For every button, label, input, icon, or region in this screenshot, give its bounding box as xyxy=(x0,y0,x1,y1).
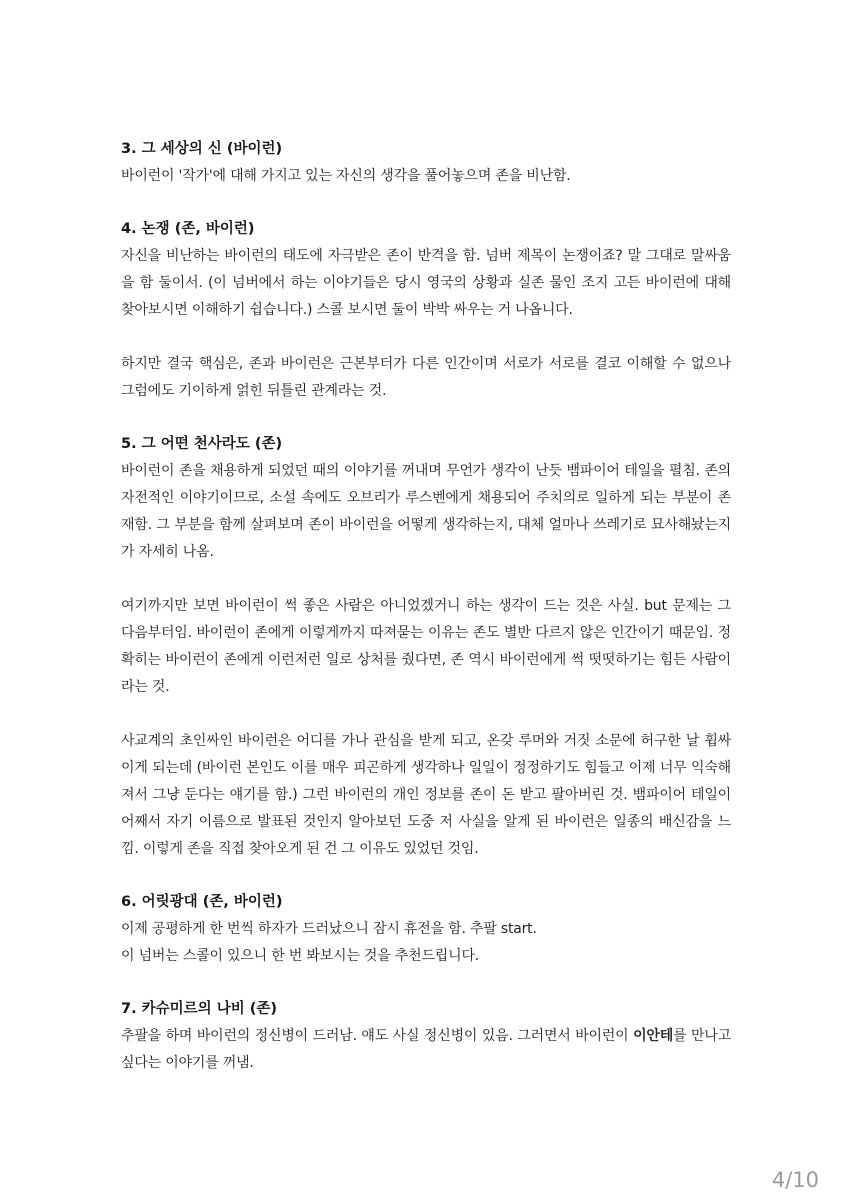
text-run: 를 만나고 싶다는 이야기를 꺼냄. xyxy=(121,1028,731,1071)
section-7 xyxy=(121,996,731,1077)
paragraph: 사교계의 초인싸인 바이런은 어디를 가나 관심을 받게 되고, 온갖 루머와 거짓 소문에 허구한 날 휩싸이게 되는데 (바이런 본인도 이를 매우 피곤하게 생각하나 일일이 정정하기도 힘들고 이제 너무 익숙해져서 그냥 둔다는 얘기를 함.) 그런 바이런의 개인 정보를 존이 돈 받고 팔아버린 것. 뱀파이어 테일이 어째서 자기 이름으로 발표된 것인지 알아보던 도중 저 사실을 알게 된 바이런은 일종의 배신감을 느낌. 이렇게 존을 직접 찾아오게 된 건 그 이유도 있었던 것임. xyxy=(121,733,731,857)
section-6 xyxy=(121,889,731,970)
text-line: 이 넘버는 스콜이 있으니 한 번 봐보시는 것을 추천드립니다. xyxy=(121,948,480,964)
section-heading: 7. 카슈미르의 나비 (존) xyxy=(121,1001,278,1017)
paragraph: 자신을 비난하는 바이런의 태도에 자극받은 존이 반격을 함. 넘버 제목이 논쟁이죠? 말 그대로 말싸움을 함 둘이서. (이 넘버에서 하는 이야기들은 당시 영국의 상황과 실존 물인 조지 고든 바이런에 대해 찾아보시면 이해하기 쉽습니다.) 스콜 보시면 둘이 박박 싸우는 거 나옵니다. xyxy=(121,248,731,318)
section-heading: 4. 논쟁 (존, 바이런) xyxy=(121,221,255,237)
paragraph xyxy=(121,1023,731,1077)
page-number: 4/10 xyxy=(771,1168,819,1192)
text-line: 이제 공평하게 한 번씩 하자가 드러났으니 잠시 휴전을 함. 추팔 start. xyxy=(121,921,537,937)
section-5 xyxy=(121,431,731,863)
section-3 xyxy=(121,136,731,190)
paragraph: 하지만 결국 핵심은, 존과 바이런은 근본부터가 다른 인간이며 서로가 서로를 결코 이해할 수 없으나 그럼에도 기이하게 얽힌 뒤틀린 관계라는 것. xyxy=(121,356,731,399)
text-run: 추팔을 하며 바이런의 정신병이 드러남. 얘도 사실 정신병이 있음. 그러면서 바이런이 xyxy=(121,1028,634,1044)
section-4 xyxy=(121,216,731,405)
paragraph: 바이런이 존을 채용하게 되었던 때의 이야기를 꺼내며 무언가 생각이 난듯 뱀파이어 테일을 펼침. 존의 자전적인 이야기이므로, 소설 속에도 오브리가 루스벤에게 채용되어 주치의로 일하게 되는 부분이 존재함. 그 부분을 함께 살펴보며 존이 바이런을 어떻게 생각하는지, 대체 얼마나 쓰레기로 묘사해놨는지가 자세히 나옴. xyxy=(121,463,731,560)
section-heading: 5. 그 어떤 천사라도 (존) xyxy=(121,436,283,452)
section-heading: 3. 그 세상의 신 (바이런) xyxy=(121,141,283,157)
paragraph xyxy=(121,916,731,970)
section-heading: 6. 어릿광대 (존, 바이런) xyxy=(121,894,283,910)
document-body xyxy=(121,136,731,1103)
paragraph: 여기까지만 보면 바이런이 썩 좋은 사람은 아니었겠거니 하는 생각이 드는 것은 사실. but 문제는 그 다음부터임. 바이런이 존에게 이렇게까지 따져묻는 이유는 존도 별반 다르지 않은 인간이기 때문임. 정확히는 바이런이 존에게 이런저런 일로 상처를 줬다면, 존 역시 바이런에게 썩 떳떳하기는 힘든 사람이라는 것. xyxy=(121,598,731,695)
paragraph: 바이런이 '작가'에 대해 가지고 있는 자신의 생각을 풀어놓으며 존을 비난함. xyxy=(121,168,571,184)
bold-name: 이안테 xyxy=(633,1028,674,1044)
